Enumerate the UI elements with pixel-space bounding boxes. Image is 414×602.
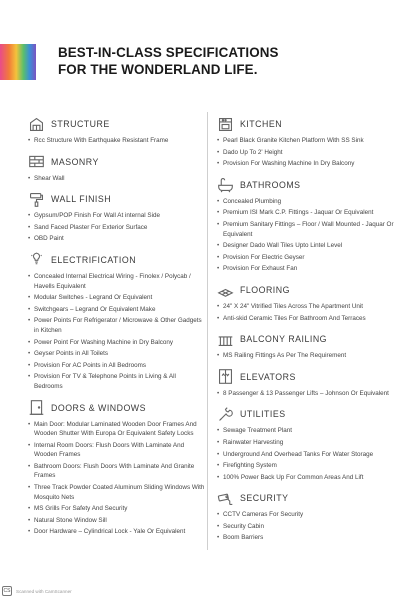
section-header bbox=[28, 114, 206, 134]
spec-item: • MS Railing Fittings As Per The Requirement bbox=[217, 351, 397, 361]
spec-section-structure bbox=[28, 114, 206, 146]
doors-windows-icon bbox=[28, 399, 45, 416]
spec-item: • Underground And Overhead Tanks For Water Storage bbox=[217, 450, 397, 460]
section-header bbox=[28, 189, 206, 209]
section-title: ELECTRIFICATION bbox=[51, 254, 137, 265]
spec-item: • Provision For Washing Machine In Dry Balcony bbox=[217, 159, 397, 169]
spec-item: • Rcc Structure With Earthquake Resistant Frame bbox=[28, 136, 206, 146]
rainbow-accent-bar bbox=[0, 44, 36, 80]
spec-section-masonry bbox=[28, 152, 206, 184]
spec-item: • Switchgears – Legrand Or Equivalent Make bbox=[28, 305, 206, 315]
spec-item: • Internal Room Doors: Flush Doors With Laminate And Wooden Frames bbox=[28, 441, 206, 460]
spec-list bbox=[217, 302, 397, 323]
spec-list bbox=[28, 136, 206, 146]
spec-section-electrification bbox=[28, 250, 206, 392]
spec-item: • Dado Up To 2' Height bbox=[217, 148, 397, 158]
spec-list bbox=[28, 174, 206, 184]
spec-list bbox=[28, 272, 206, 392]
spec-section-utilities bbox=[217, 404, 397, 482]
spec-item: • Shear Wall bbox=[28, 174, 206, 184]
section-header bbox=[217, 175, 397, 195]
section-title: WALL FINISH bbox=[51, 194, 112, 205]
spec-list bbox=[28, 211, 206, 244]
spec-list bbox=[217, 197, 397, 274]
spec-item: • Anti-skid Ceramic Tiles For Bathroom And Terraces bbox=[217, 314, 397, 324]
spec-list bbox=[217, 136, 397, 169]
balcony-railing-icon bbox=[217, 331, 234, 348]
spec-item: • Power Points For Refrigerator / Microwave & Other Gadgets in Kitchen bbox=[28, 316, 206, 335]
spec-list bbox=[28, 420, 206, 538]
spec-item: • MS Grills For Safety And Security bbox=[28, 504, 206, 514]
section-title: SECURITY bbox=[240, 493, 289, 504]
spec-item: • Concealed Plumbing bbox=[217, 197, 397, 207]
spec-list bbox=[217, 510, 397, 543]
column-divider bbox=[207, 112, 208, 550]
title-line-2: FOR THE WONDERLAND LIFE. bbox=[58, 62, 258, 77]
spec-item: • Three Track Powder Coated Aluminum Sliding Windows With Mosquito Nets bbox=[28, 483, 206, 502]
section-header bbox=[217, 280, 397, 300]
section-title: ELEVATORS bbox=[240, 371, 296, 382]
title-line-1: BEST-IN-CLASS SPECIFICATIONS bbox=[58, 45, 279, 60]
spec-section-flooring bbox=[217, 280, 397, 323]
spec-item: • Rainwater Harvesting bbox=[217, 438, 397, 448]
section-header bbox=[217, 329, 397, 349]
scanner-footer-text: Scanned with CamScanner bbox=[16, 588, 72, 594]
section-header bbox=[28, 152, 206, 172]
kitchen-icon bbox=[217, 116, 234, 133]
security-icon bbox=[217, 490, 234, 507]
scanner-footer bbox=[2, 586, 72, 596]
spec-item: • Geyser Points in All Toilets bbox=[28, 349, 206, 359]
spec-section-doors-windows bbox=[28, 398, 206, 538]
spec-item: • 24" X 24" Vitrified Tiles Across The Apartment Unit bbox=[217, 302, 397, 312]
right-column bbox=[217, 114, 397, 549]
spec-item: • CCTV Cameras For Security bbox=[217, 510, 397, 520]
page-title bbox=[58, 44, 398, 78]
spec-item: • Boom Barriers bbox=[217, 533, 397, 543]
spec-item: • Gypsum/POP Finish For Wall At internal Side bbox=[28, 211, 206, 221]
spec-item: • Sand Faced Plaster For Exterior Surface bbox=[28, 223, 206, 233]
bathrooms-icon bbox=[217, 176, 234, 193]
section-title: UTILITIES bbox=[240, 409, 286, 420]
spec-section-elevators bbox=[217, 367, 397, 399]
elevators-icon bbox=[217, 368, 234, 385]
spec-section-wall-finish bbox=[28, 189, 206, 244]
spec-item: • Power Point For Washing Machine in Dry Balcony bbox=[28, 338, 206, 348]
masonry-icon bbox=[28, 153, 45, 170]
spec-item: • Premium ISI Mark C.P. Fittings - Jaquar Or Equivalent bbox=[217, 208, 397, 218]
spec-item: • Sewage Treatment Plant bbox=[217, 426, 397, 436]
section-title: BALCONY RAILING bbox=[240, 334, 328, 345]
section-title: DOORS & WINDOWS bbox=[51, 402, 146, 413]
spec-list bbox=[217, 426, 397, 482]
electrification-icon bbox=[28, 251, 45, 268]
spec-item: • Firefighting System bbox=[217, 461, 397, 471]
flooring-icon bbox=[217, 281, 234, 298]
section-header bbox=[28, 398, 206, 418]
spec-item: • Main Door: Modular Laminated Wooden Door Frames And Wooden Shutter With Europa Or Equivalent Safety Locks bbox=[28, 420, 206, 439]
section-header bbox=[217, 114, 397, 134]
wall-finish-icon bbox=[28, 191, 45, 208]
left-column bbox=[28, 114, 206, 543]
spec-item: • OBD Paint bbox=[28, 234, 206, 244]
spec-section-bathrooms bbox=[217, 175, 397, 274]
spec-item: • Provision For Electric Geyser bbox=[217, 253, 397, 263]
spec-item: • Premium Sanitary Fittings – Floor / Wall Mounted - Jaquar Or Equivalent bbox=[217, 220, 397, 239]
section-header bbox=[217, 488, 397, 508]
spec-section-security bbox=[217, 488, 397, 543]
spec-item: • 100% Power Back Up For Common Areas And Lift bbox=[217, 473, 397, 483]
spec-item: • Designer Dado Wall Tiles Upto Lintel Level bbox=[217, 241, 397, 251]
spec-item: • Door Hardware – Cylindrical Lock - Yale Or Equivalent bbox=[28, 527, 206, 537]
spec-item: • 8 Passenger & 13 Passenger Lifts – Johnson Or Equivalent bbox=[217, 389, 397, 399]
spec-section-kitchen bbox=[217, 114, 397, 169]
camscanner-logo-icon: CS bbox=[3, 588, 11, 594]
spec-item: • Concealed Internal Electrical Wiring - Finolex / Polycab / Havells Equivalent bbox=[28, 272, 206, 291]
section-header bbox=[28, 250, 206, 270]
spec-item: • Natural Stone Window Sill bbox=[28, 516, 206, 526]
spec-item: • Security Cabin bbox=[217, 522, 397, 532]
spec-list bbox=[217, 389, 397, 399]
section-title: BATHROOMS bbox=[240, 179, 301, 190]
spec-item: • Bathroom Doors: Flush Doors With Laminate And Granite Frames bbox=[28, 462, 206, 481]
spec-item: • Modular Switches - Legrand Or Equivalent bbox=[28, 293, 206, 303]
spec-item: • Provision For AC Points in All Bedrooms bbox=[28, 361, 206, 371]
section-title: STRUCTURE bbox=[51, 119, 110, 129]
spec-item: • Provision For Exhaust Fan bbox=[217, 264, 397, 274]
structure-icon bbox=[28, 116, 45, 133]
spec-section-balcony-railing bbox=[217, 329, 397, 361]
spec-list bbox=[217, 351, 397, 361]
spec-item: • Provision For TV & Telephone Points in Living & All Bedrooms bbox=[28, 372, 206, 391]
section-header bbox=[217, 367, 397, 387]
utilities-icon bbox=[217, 406, 234, 423]
section-header bbox=[217, 404, 397, 424]
spec-item: • Pearl Black Granite Kitchen Platform With SS Sink bbox=[217, 136, 397, 146]
section-title: MASONRY bbox=[51, 156, 99, 167]
section-title: KITCHEN bbox=[240, 119, 283, 129]
section-title: FLOORING bbox=[240, 284, 290, 295]
